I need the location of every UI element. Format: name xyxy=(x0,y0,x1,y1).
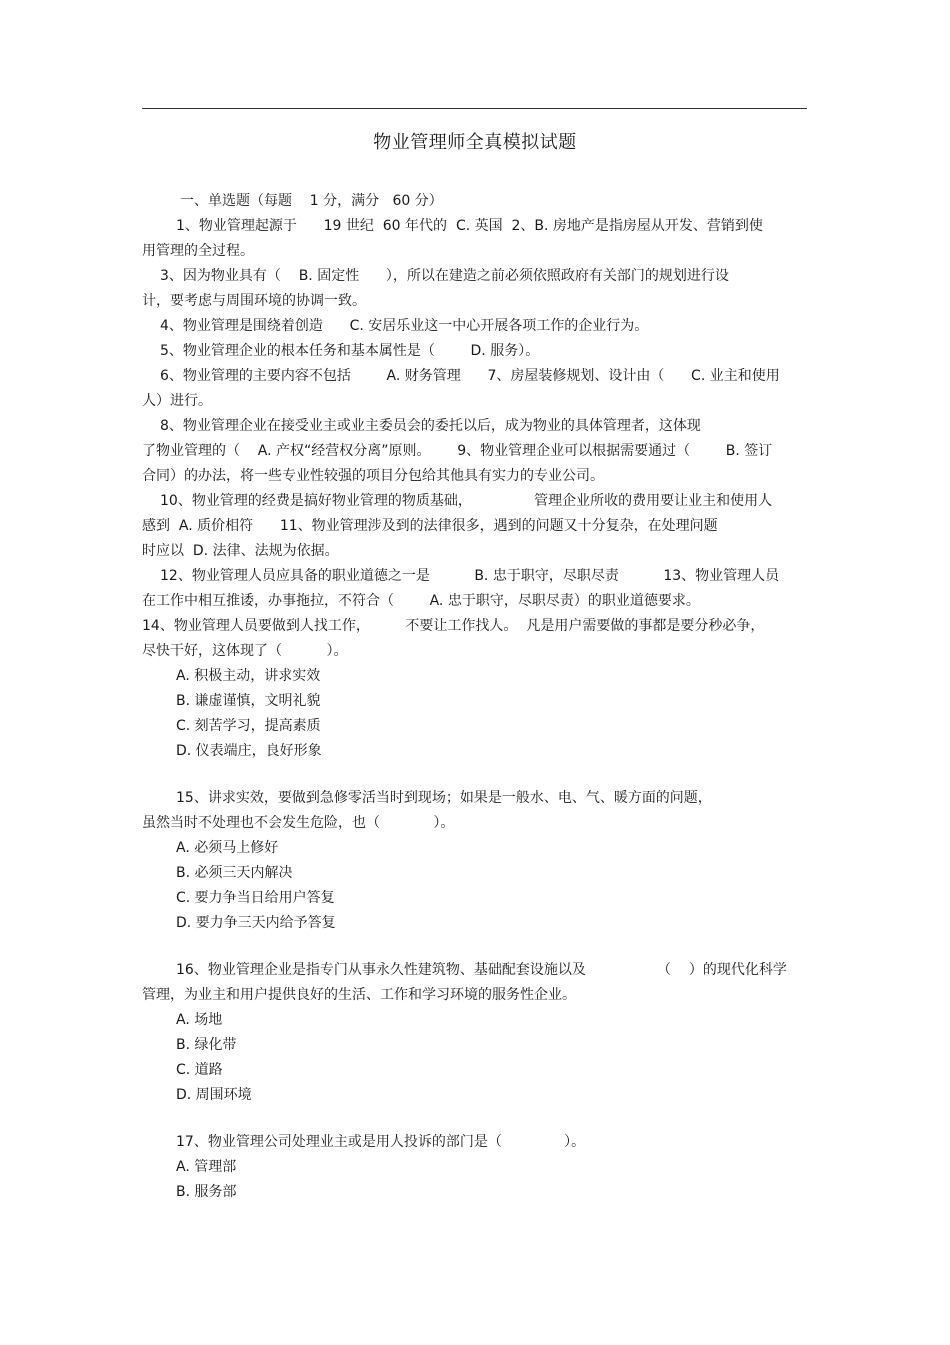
option-c: C. 道路 xyxy=(176,1062,223,1078)
text-line: 虽然当时不处理也不会发生危险，也（ ）。 xyxy=(142,815,455,831)
text-line: 3、因为物业具有（ B. 固定性 ），所以在建造之前必须依照政府有关部门的规划进行设 xyxy=(160,268,729,284)
text-line: 10、物业管理的经费是搞好物业管理的物质基础， 管理企业所收的费用要让业主和使用人 xyxy=(160,493,773,509)
text-line: 了物业管理的（ A. 产权“经营权分离”原则。 9、物业管理企业可以根据需要通过（ B. 签订 xyxy=(142,443,773,459)
option-b: B. 绿化带 xyxy=(176,1037,237,1053)
text-line: 合同）的办法，将一些专业性较强的项目分包给其他具有实力的专业公司。 xyxy=(142,468,604,484)
option-b: B. 谦虚谨慎，文明礼貌 xyxy=(176,693,321,709)
text-line: 12、物业管理人员应具备的职业道德之一是 B. 忠于职守，尽职尽责 13、物业管理人员 xyxy=(160,568,780,584)
text-line: 16、物业管理企业是指专门从事永久性建筑物、基础配套设施以及 （ ）的现代化科学 xyxy=(176,962,787,978)
option-d: D. 周围环境 xyxy=(176,1087,252,1103)
option-a: A. 管理部 xyxy=(176,1159,237,1175)
text-line: 15、讲求实效，要做到急修零活当时到现场；如果是一般水、电、气、暖方面的问题， xyxy=(176,790,712,806)
text-line: 5、物业管理企业的根本任务和基本属性是（ D. 服务）。 xyxy=(160,343,540,359)
option-c: C. 刻苦学习，提高素质 xyxy=(176,718,321,734)
text-line: 在工作中相互推诿，办事拖拉，不符合（ A. 忠于职守，尽职尽责）的职业道德要求。 xyxy=(142,593,700,609)
option-b: B. 服务部 xyxy=(176,1184,237,1200)
text-line: 14、物业管理人员要做到人找工作， 不要让工作找人。 凡是用户需要做的事都是要分秒必争， xyxy=(142,618,765,634)
option-c: C. 要力争当日给用户答复 xyxy=(176,890,335,906)
option-d: D. 仪表端庄，良好形象 xyxy=(176,743,322,759)
section-heading: 一、单选题（每题 1 分，满分 60 分） xyxy=(180,193,443,209)
text-line: 4、物业管理是围绕着创造 C. 安居乐业这一中心开展各项工作的企业行为。 xyxy=(160,318,649,334)
text-line: 感到 A. 质价相符 11、物业管理涉及到的法律很多，遇到的问题又十分复杂，在处理问题 xyxy=(142,518,718,534)
text-line: 人）进行。 xyxy=(142,393,212,409)
text-line: 1、物业管理起源于 19 世纪 60 年代的 C. 英国 2、B. 房地产是指房屋从开发、营销到使 xyxy=(176,218,763,234)
text-line: 尽快干好，这体现了（ ）。 xyxy=(142,643,348,659)
text-line: 17、物业管理公司处理业主或是用人投诉的部门是（ ）。 xyxy=(176,1134,586,1150)
text-line: 管理，为业主和用户提供良好的生活、工作和学习环境的服务性企业。 xyxy=(142,987,576,1003)
text-line: 计，要考虑与周围环境的协调一致。 xyxy=(142,293,366,309)
header-rule xyxy=(142,108,807,109)
option-d: D. 要力争三天内给予答复 xyxy=(176,915,336,931)
text-line: 时应以 D. 法律、法规为依据。 xyxy=(142,543,339,559)
text-line: 6、物业管理的主要内容不包括 A. 财务管理 7、房屋装修规划、设计由（ C. 业主和使用 xyxy=(160,368,780,384)
page-title: 物业管理师全真模拟试题 xyxy=(373,132,577,153)
text-line: 用管理的全过程。 xyxy=(142,243,254,259)
option-a: A. 积极主动，讲求实效 xyxy=(176,668,321,684)
option-a: A. 必须马上修好 xyxy=(176,840,279,856)
text-line: 8、物业管理企业在接受业主或业主委员会的委托以后，成为物业的具体管理者，这体现 xyxy=(160,418,701,434)
option-b: B. 必须三天内解决 xyxy=(176,865,293,881)
option-a: A. 场地 xyxy=(176,1012,223,1028)
